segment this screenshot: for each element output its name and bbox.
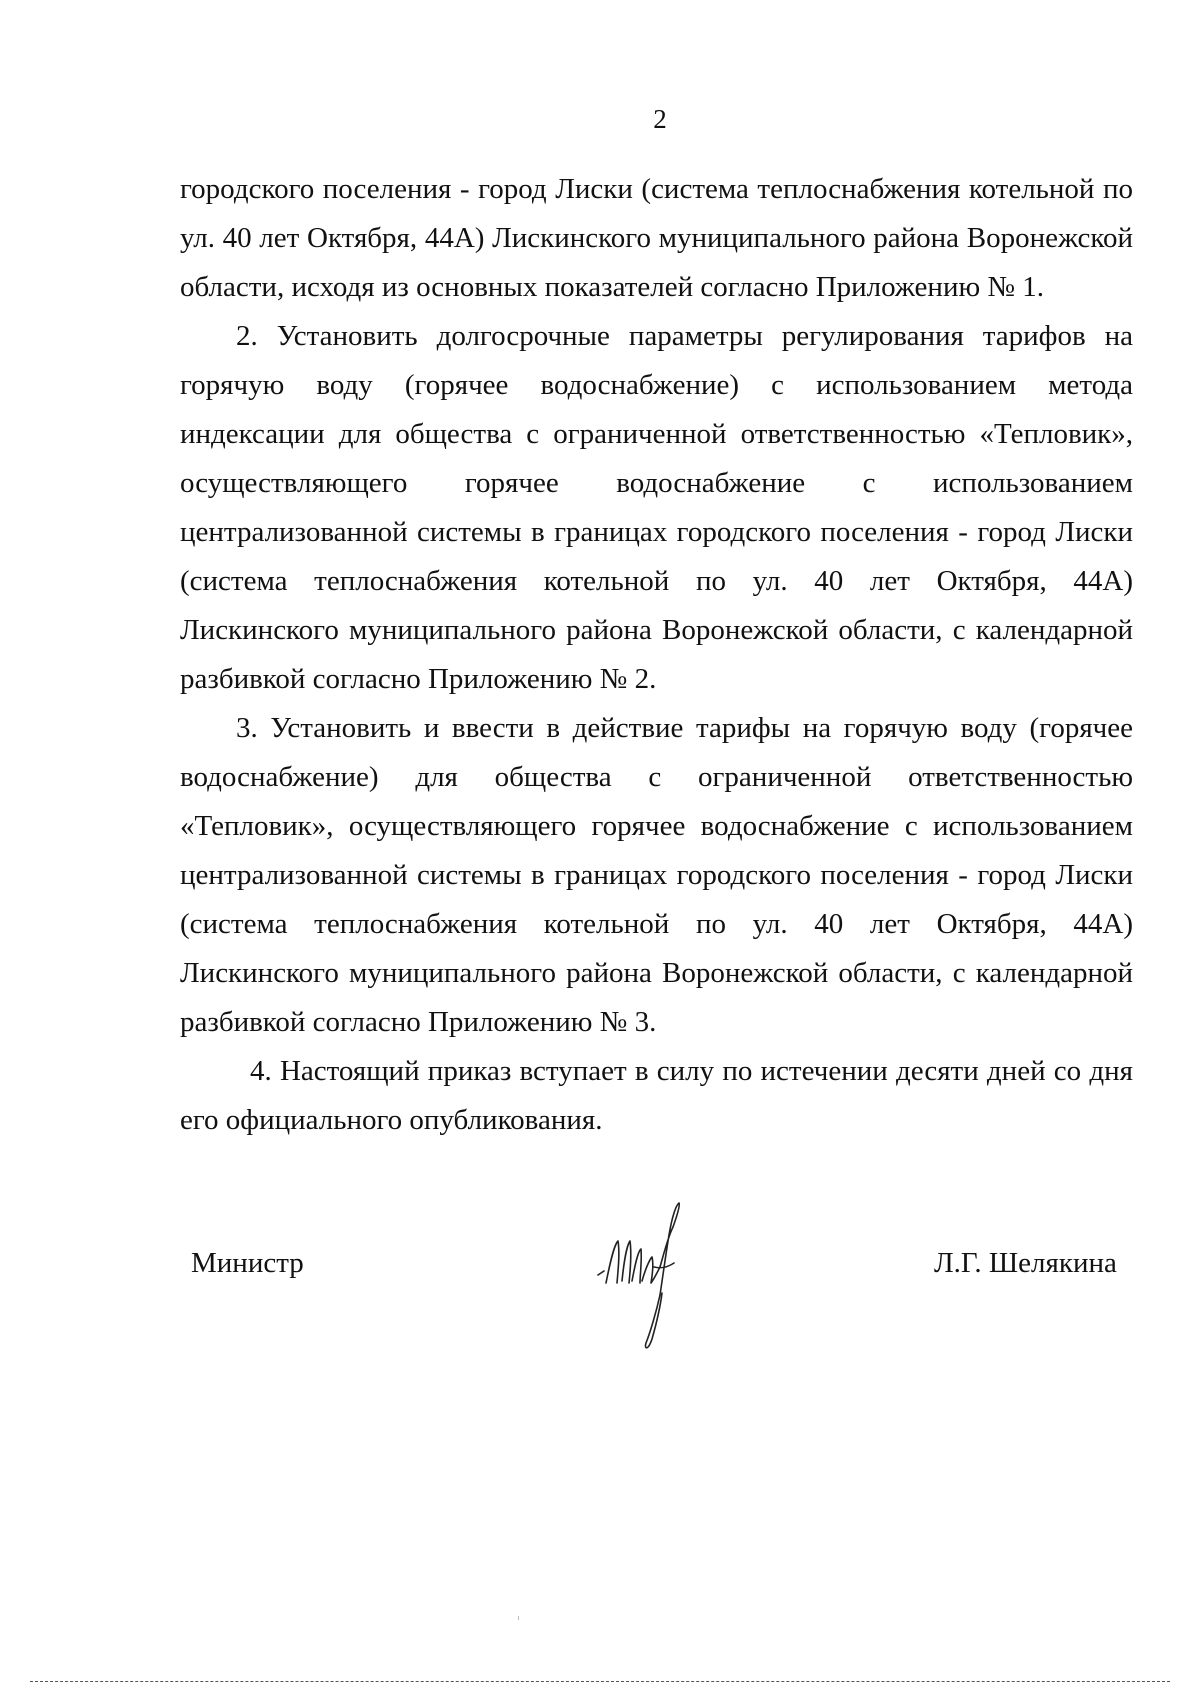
page-number: 2: [653, 104, 667, 134]
scan-speck: [518, 1616, 519, 1620]
handwritten-signature: [580, 1183, 710, 1363]
paragraph-2: 2. Установить долгосрочные параметры регулирования тарифов на горячую воду (горячее водоснабжение) с использованием метода индексации для общества с ограниченной ответственностью «Тепловик», осуществляющего горячее водоснабжение с использованием централизованной системы в границах городского поселения - город Лиски (система теплоснабжения котельной по ул. 40 лет Октября, 44А) Лискинского муниципального района Воронежской области, с календарной разбивкой согласно Приложению № 2.: [180, 320, 1133, 695]
signatory-role: Министр: [191, 1247, 304, 1279]
paragraph-continuation: городского поселения - город Лиски (система теплоснабжения котельной по ул. 40 лет Октября, 44А) Лискинского муниципального района Воронежской области, исходя из основных показателей согласно Приложению № 1.: [180, 173, 1133, 303]
paragraph-3: 3. Установить и ввести в действие тарифы на горячую воду (горячее водоснабжение) для общества с ограниченной ответственностью «Тепловик», осуществляющего горячее водоснабжение с использованием централизованной системы в границах городского поселения - город Лиски (система теплоснабжения котельной по ул. 40 лет Октября, 44А) Лискинского муниципального района Воронежской области, с календарной разбивкой согласно Приложению № 3.: [180, 712, 1133, 1038]
signatory-name: Л.Г. Шелякина: [934, 1247, 1117, 1279]
paragraph-4: 4. Настоящий приказ вступает в силу по истечении десяти дней со дня его официального опубликования.: [180, 1055, 1133, 1136]
document-body: [180, 165, 1133, 1145]
scan-edge-line: [30, 1681, 1170, 1682]
